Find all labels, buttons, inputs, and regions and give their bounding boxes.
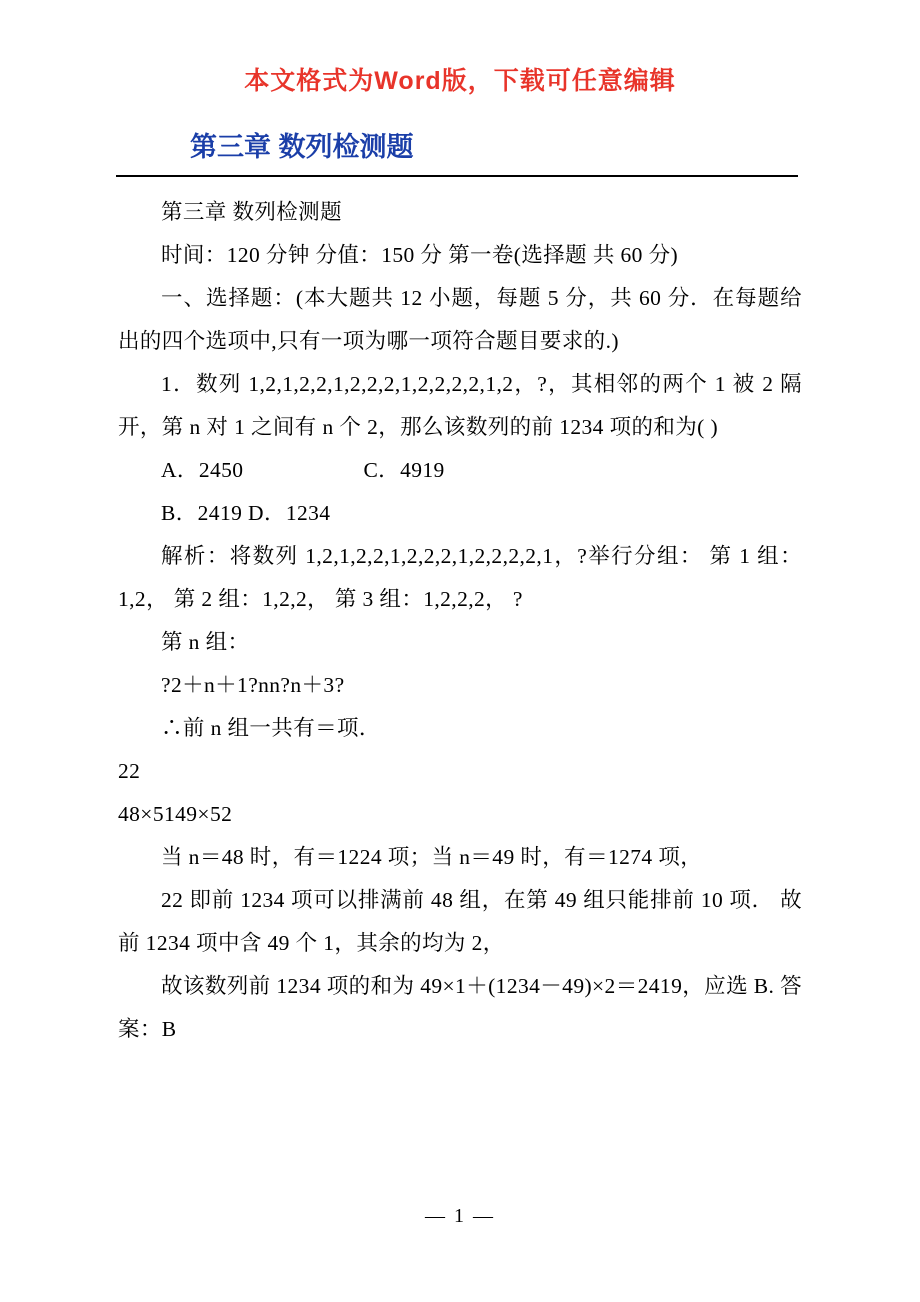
paragraph-denominator: 22 (118, 759, 141, 784)
paragraph-time-score: 时间：120 分钟 分值：150 分 第一卷(选择题 共 60 分) (161, 243, 679, 268)
paragraph-group-n: 第 n 组： (161, 630, 250, 655)
paragraph-question-1: 1．数列 1,2,1,2,2,1,2,2,2,1,2,2,2,2,1,2，?，其相邻的两个 1 被 2 隔开，第 n 对 1 之间有 n 个 2，那么该数列的前 1234 项的和为( ) (118, 372, 802, 440)
paragraph-formula-1: ?2＋n＋1?nn?n＋3? (161, 673, 345, 698)
paragraph-solution-intro: 解析：将数列 1,2,1,2,2,1,2,2,2,1,2,2,2,2,1，?举行分组： 第 1 组：1,2， 第 2 组：1,2,2， 第 3 组：1,2,2,2， ? (118, 544, 802, 612)
option-c: C．4919 (363, 458, 445, 483)
option-a: A．2450 (161, 458, 244, 483)
word-format-banner: 本文格式为Word版，下载可任意编辑 (244, 67, 676, 95)
paragraph-formula-2: ∴前 n 组一共有＝项． (161, 716, 381, 741)
paragraph-products: 48×5149×52 (118, 802, 233, 827)
paragraph-heading: 第三章 数列检测题 (161, 200, 342, 225)
paragraph-section-one: 一、选择题：(本大题共 12 小题，每题 5 分，共 60 分．在每题给出的四个选项中,只有一项为哪一项符合题目要求的.) (118, 286, 802, 354)
document-body (118, 191, 802, 1051)
page-title: 第三章 数列检测题 (190, 132, 414, 162)
page-number: — 1 — (425, 1205, 495, 1227)
title-divider (116, 175, 798, 177)
option-row-bd: B．2419 D．1234 (161, 501, 331, 526)
paragraph-final-answer: 故该数列前 1234 项的和为 49×1＋(1234－49)×2＝2419，应选 B. 答案：B (118, 974, 802, 1042)
paragraph-group-fill: 22 即前 1234 项可以排满前 48 组，在第 49 组只能排前 10 项． 故前 1234 项中含 49 个 1，其余的均为 2， (118, 888, 802, 956)
option-row-ac (118, 449, 802, 492)
paragraph-case-values: 当 n＝48 时，有＝1224 项；当 n＝49 时，有＝1274 项， (161, 845, 703, 870)
